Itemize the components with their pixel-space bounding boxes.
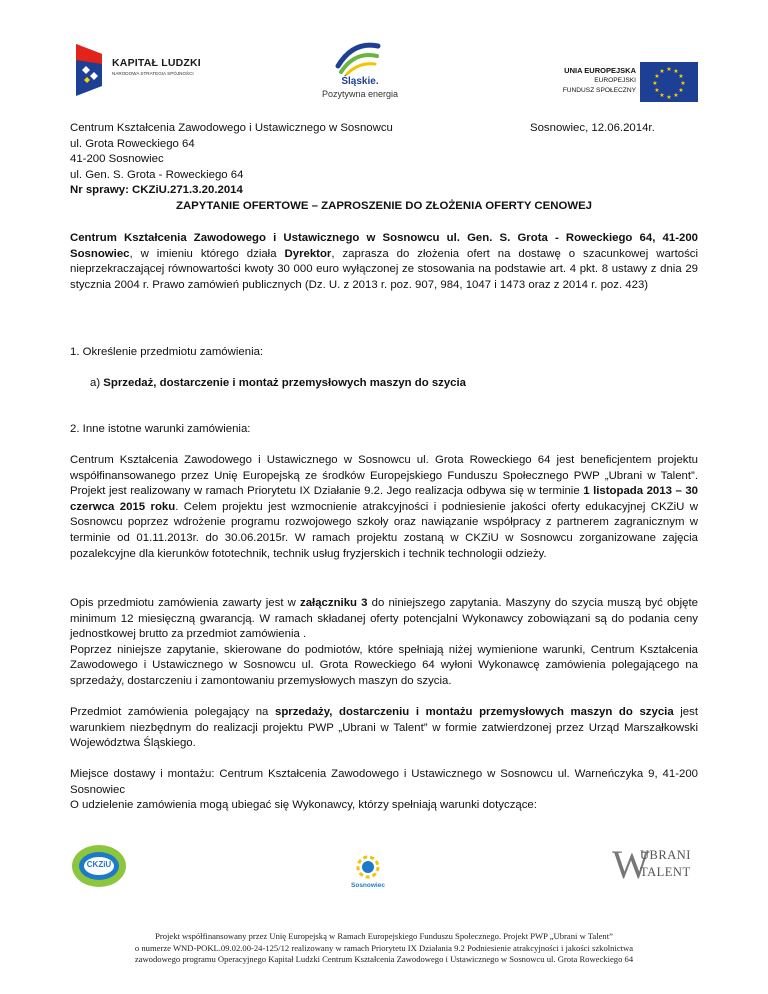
slaskie-title: Śląskie. [341,76,379,87]
section-2-paragraph-2 [70,596,698,690]
p1-dates: 1 listopada 2013 – 30 czerwca 2015 roku [70,485,698,513]
eu-line-3: FUNDUSZ SPOŁECZNY [562,87,636,94]
eu-line-2: EUROPEJSKI [594,77,636,84]
intro-text-2: , zaprasza do złożenia ofert na dostawę o szacunkowej wartości nieprzekraczającej równowartości kwoty 30 000 euro wyłączonej ze stosowania na podstawie art. 4 pkt. 8 ustawy z dnia 29 stycznia 2004 r. Prawo zamówień publicznych (Dz. U. z 2013 r. poz. 907, 984, 1047 i 1473 oraz z 2014 r. poz. 423) [70,247,698,291]
svg-text:★: ★ [678,87,684,94]
p4-eligibility: O udzielenie zamówienia mogą ubiegać się Wykonawcy, którzy spełniają warunki dotyczące: [70,799,537,812]
svg-text:★: ★ [659,92,665,99]
kapital-ludzki-title: KAPITAŁ LUDZKI [112,57,201,69]
svg-text:★: ★ [652,80,658,87]
p3-subject: sprzedaży, dostarczeniu i montażu przemysłowych maszyn do szycia [275,706,674,718]
p1-text-a: Centrum Kształcenia Zawodowego i Ustawicznego w Sosnowcu ul. Grota Roweckiego 64 jest beneficjentem projektu współfinansowanego przez Unię Europejską ze środków Europejskiego Funduszu Społecznego PWP „Ubrani w Talent”. Projekt jest realizowany w ramach Priorytetu IX Działanie 9.2. Jego realizacja odbywa się w terminie [70,454,698,498]
section-1-item-prefix: a) [90,377,104,389]
footer-line-3: zawodowego programu Operacyjnego Kapitał Ludzki Centrum Kształcenia Zawodowego i Ustawicznego w Sosnowcu ul. Grota Roweckiego 64 [134,954,634,965]
footer-line-1: Projekt współfinansowany przez Unię Europejską w Ramach Europejskiego Funduszu Społecznego. Projekt PWP „Ubrani w Talent” [155,931,613,941]
p1-text-b: . Celem projektu jest wzmocnienie atrakcyjności i podniesienie jakości oferty edukacyjnej CKZiU w Sosnowcu poprzez wdrożenie programu rozwojowego szkoły oraz nawiązanie współpracy z partnerem zagranicznym w terminie od 01.11.2013r. do 30.06.2015r. W ramach projektu zostaną w CKZiU w Sosnowcu zorganizowane zajęcia pozalekcyjne dla kierunków fototechnik, technik usług fryzjerskich i technik technologii odzieży. [70,500,698,560]
svg-text:★: ★ [654,73,660,80]
intro-director: Dyrektor [284,247,332,260]
eu-logo [560,62,705,102]
intro-paragraph [70,231,698,293]
page-footer [60,931,708,966]
section-1-item-text: Sprzedaż, dostarczenie i montaż przemysłowych maszyn do szycia [103,377,467,389]
section-2-heading: 2. Inne istotne warunki zamówienia: [70,423,251,435]
section-2-paragraph-4 [70,767,698,814]
ckziu-logo [70,843,128,889]
section-1-heading: 1. Określenie przedmiotu zamówienia: [70,346,264,358]
document-title: ZAPYTANIE OFERTOWE – ZAPROSZENIE DO ZŁOŻENIA OFERTY CENOWEJ [176,200,592,212]
p2-text-b: do niniejszego zapytania. Maszyny do szycia muszą być objęte minimum 12 miesięczną gwarancją. W ramach składanej oferty potencjalni Wykonawcy zobowiązani są do podania ceny jednostkowej brutto za przedmiot zamówienia . [70,597,698,641]
svg-text:★: ★ [678,73,684,80]
p3-text-b: jest warunkiem niezbędnym do realizacji projektu PWP „Ubrani w Talent” w formie zatwierdzonej przez Urząd Marszałkowski Województwa Śląskiego. [70,706,698,750]
intro-institution: Centrum Kształcenia Zawodowego i Ustawicznego w Sosnowcu ul. Gen. S. Grota - Roweckiego 64, 41-200 Sosnowiec [70,232,698,260]
kapital-ludzki-emblem-icon [72,40,108,98]
svg-text:★: ★ [666,66,672,73]
kapital-ludzki-subtitle: NARODOWA STRATEGIA SPÓJNOŚCI [112,71,194,76]
p4-delivery-place: Miejsce dostawy i montażu: Centrum Kształcenia Zawodowego i Ustawicznego w Sosnowcu ul. Warneńczyka 9, 41-200 Sosnowiec [70,768,698,796]
slaskie-logo [300,36,420,106]
p3-text-a: Przedmiot zamówienia polegający na [70,706,275,718]
ubrani-line-1: UBRANI [640,848,691,862]
svg-text:★: ★ [659,68,665,75]
p2-attachment: załączniku 3 [300,597,368,609]
sosnowiec-sun-icon [352,852,384,882]
footer-line-2: o numerze WND-POKL.09.02.00-24-125/12 realizowany w ramach Priorytetu IX Działania 9.2 Podniesienie atrakcyjności i jakości szkolnictwa [134,942,634,953]
sender-postal: 41-200 Sosnowiec [70,153,164,166]
svg-text:★: ★ [666,94,672,101]
ubrani-line-2: TALENT [640,865,691,879]
sender-name: Centrum Kształcenia Zawodowego i Ustawicznego w Sosnowcu [70,122,393,134]
slaskie-swirl-icon [333,36,383,76]
sosnowiec-label: Sosnowiec [351,882,385,889]
svg-text:★: ★ [680,80,686,87]
p2-text-a: Opis przedmiotu zamówienia zawarty jest w [70,597,301,609]
svg-text:★: ★ [673,92,679,99]
section-2-paragraph-3 [70,705,698,752]
case-number: Nr sprawy: CKZiU.271.3.20.2014 [70,184,243,197]
svg-text:★: ★ [654,87,660,94]
sosnowiec-logo [338,852,398,896]
slaskie-subtitle: Pozytywna energia [321,89,399,99]
place-date: Sosnowiec, 12.06.2014r. [530,122,655,134]
ckziu-label: CKZiU [86,860,112,869]
section-2-paragraph-1 [70,453,698,562]
section-1-item [90,376,698,392]
eu-line-1: UNIA EUROPEJSKA [564,66,636,75]
svg-text:★: ★ [673,68,679,75]
ubrani-w-talent-logo [612,843,694,889]
ubrani-w-letter: W [612,842,650,887]
kapital-ludzki-logo [72,40,222,100]
intro-text-1: , w imieniu którego działa [129,247,285,260]
eu-flag-icon [640,62,698,102]
sender-address-1: ul. Grota Roweckiego 64 [70,137,195,150]
sender-address-2: ul. Gen. S. Grota - Roweckiego 64 [70,168,244,181]
p2-text-c: Poprzez niniejsze zapytanie, skierowane do podmiotów, które spełniają niżej wymienione warunki, Centrum Kształcenia Zawodowego i Ustawicznego w Sosnowcu ul. Grota Roweckiego 64 wyłoni Wykonawcę zamówienia polegającego na sprzedaży, dostarczeniu i zamontowaniu przemysłowych maszyn do szycia. [70,643,698,687]
